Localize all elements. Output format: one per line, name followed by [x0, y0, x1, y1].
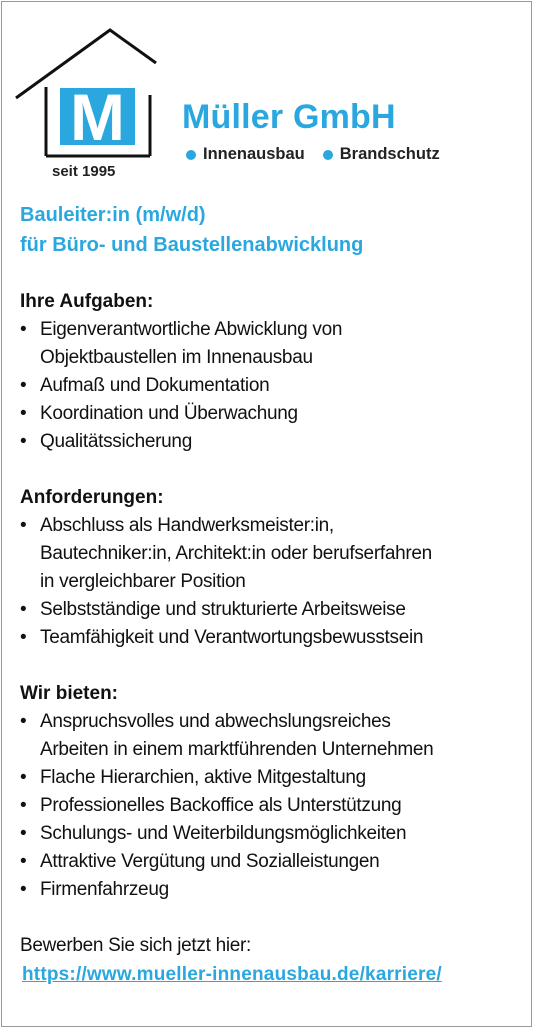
- list-item: • Firmenfahrzeug: [20, 876, 525, 904]
- apply-text: Bewerben Sie sich jetzt hier:: [20, 935, 252, 956]
- offer-list: [20, 708, 525, 904]
- list-item: • Attraktive Vergütung und Sozialleistungen: [20, 848, 525, 876]
- job-title-line-1: Bauleiter:in (m/w/d): [20, 204, 206, 226]
- list-item: • Abschluss als Handwerksmeister:in, Bautechniker:in, Architekt:in oder berufserfahren in vergleichbarer Position: [20, 512, 525, 596]
- tasks-heading: Ihre Aufgaben:: [20, 291, 154, 312]
- career-link[interactable]: https://www.mueller-innenausbau.de/karriere/: [22, 964, 442, 985]
- offer-heading: Wir bieten:: [20, 683, 118, 704]
- founded-year: seit 1995: [52, 163, 116, 180]
- list-item: • Professionelles Backoffice als Unterstützung: [20, 792, 525, 820]
- job-ad-content: [20, 200, 525, 990]
- list-item: • Schulungs- und Weiterbildungsmöglichkeiten: [20, 820, 525, 848]
- tag-brandschutz: [323, 145, 440, 164]
- bullet-dot-icon: [186, 150, 196, 160]
- requirements-list: [20, 512, 525, 652]
- list-item: • Eigenverantwortliche Abwicklung von Objektbaustellen im Innenausbau: [20, 316, 525, 372]
- list-item: • Teamfähigkeit und Verantwortungsbewusstsein: [20, 624, 525, 652]
- company-tags: [186, 145, 440, 164]
- tag-label: Innenausbau: [203, 145, 305, 163]
- company-name: Müller GmbH: [182, 98, 396, 136]
- list-item: • Aufmaß und Dokumentation: [20, 372, 525, 400]
- list-item: • Selbstständige und strukturierte Arbeitsweise: [20, 596, 525, 624]
- house-logo-icon: [10, 26, 180, 166]
- job-title-line-2: für Büro- und Baustellenabwicklung: [20, 234, 364, 256]
- tag-innenausbau: [186, 145, 305, 164]
- tag-label: Brandschutz: [339, 145, 440, 163]
- requirements-heading: Anforderungen:: [20, 487, 164, 508]
- list-item: • Flache Hierarchien, aktive Mitgestaltung: [20, 764, 525, 792]
- logo-letter: M: [70, 80, 125, 154]
- tasks-list: [20, 316, 525, 456]
- list-item: • Koordination und Überwachung: [20, 400, 525, 428]
- bullet-dot-icon: [323, 150, 333, 160]
- list-item: • Anspruchsvolles und abwechslungsreiches Arbeiten in einem marktführenden Unternehmen: [20, 708, 525, 764]
- list-item: • Qualitätssicherung: [20, 428, 525, 456]
